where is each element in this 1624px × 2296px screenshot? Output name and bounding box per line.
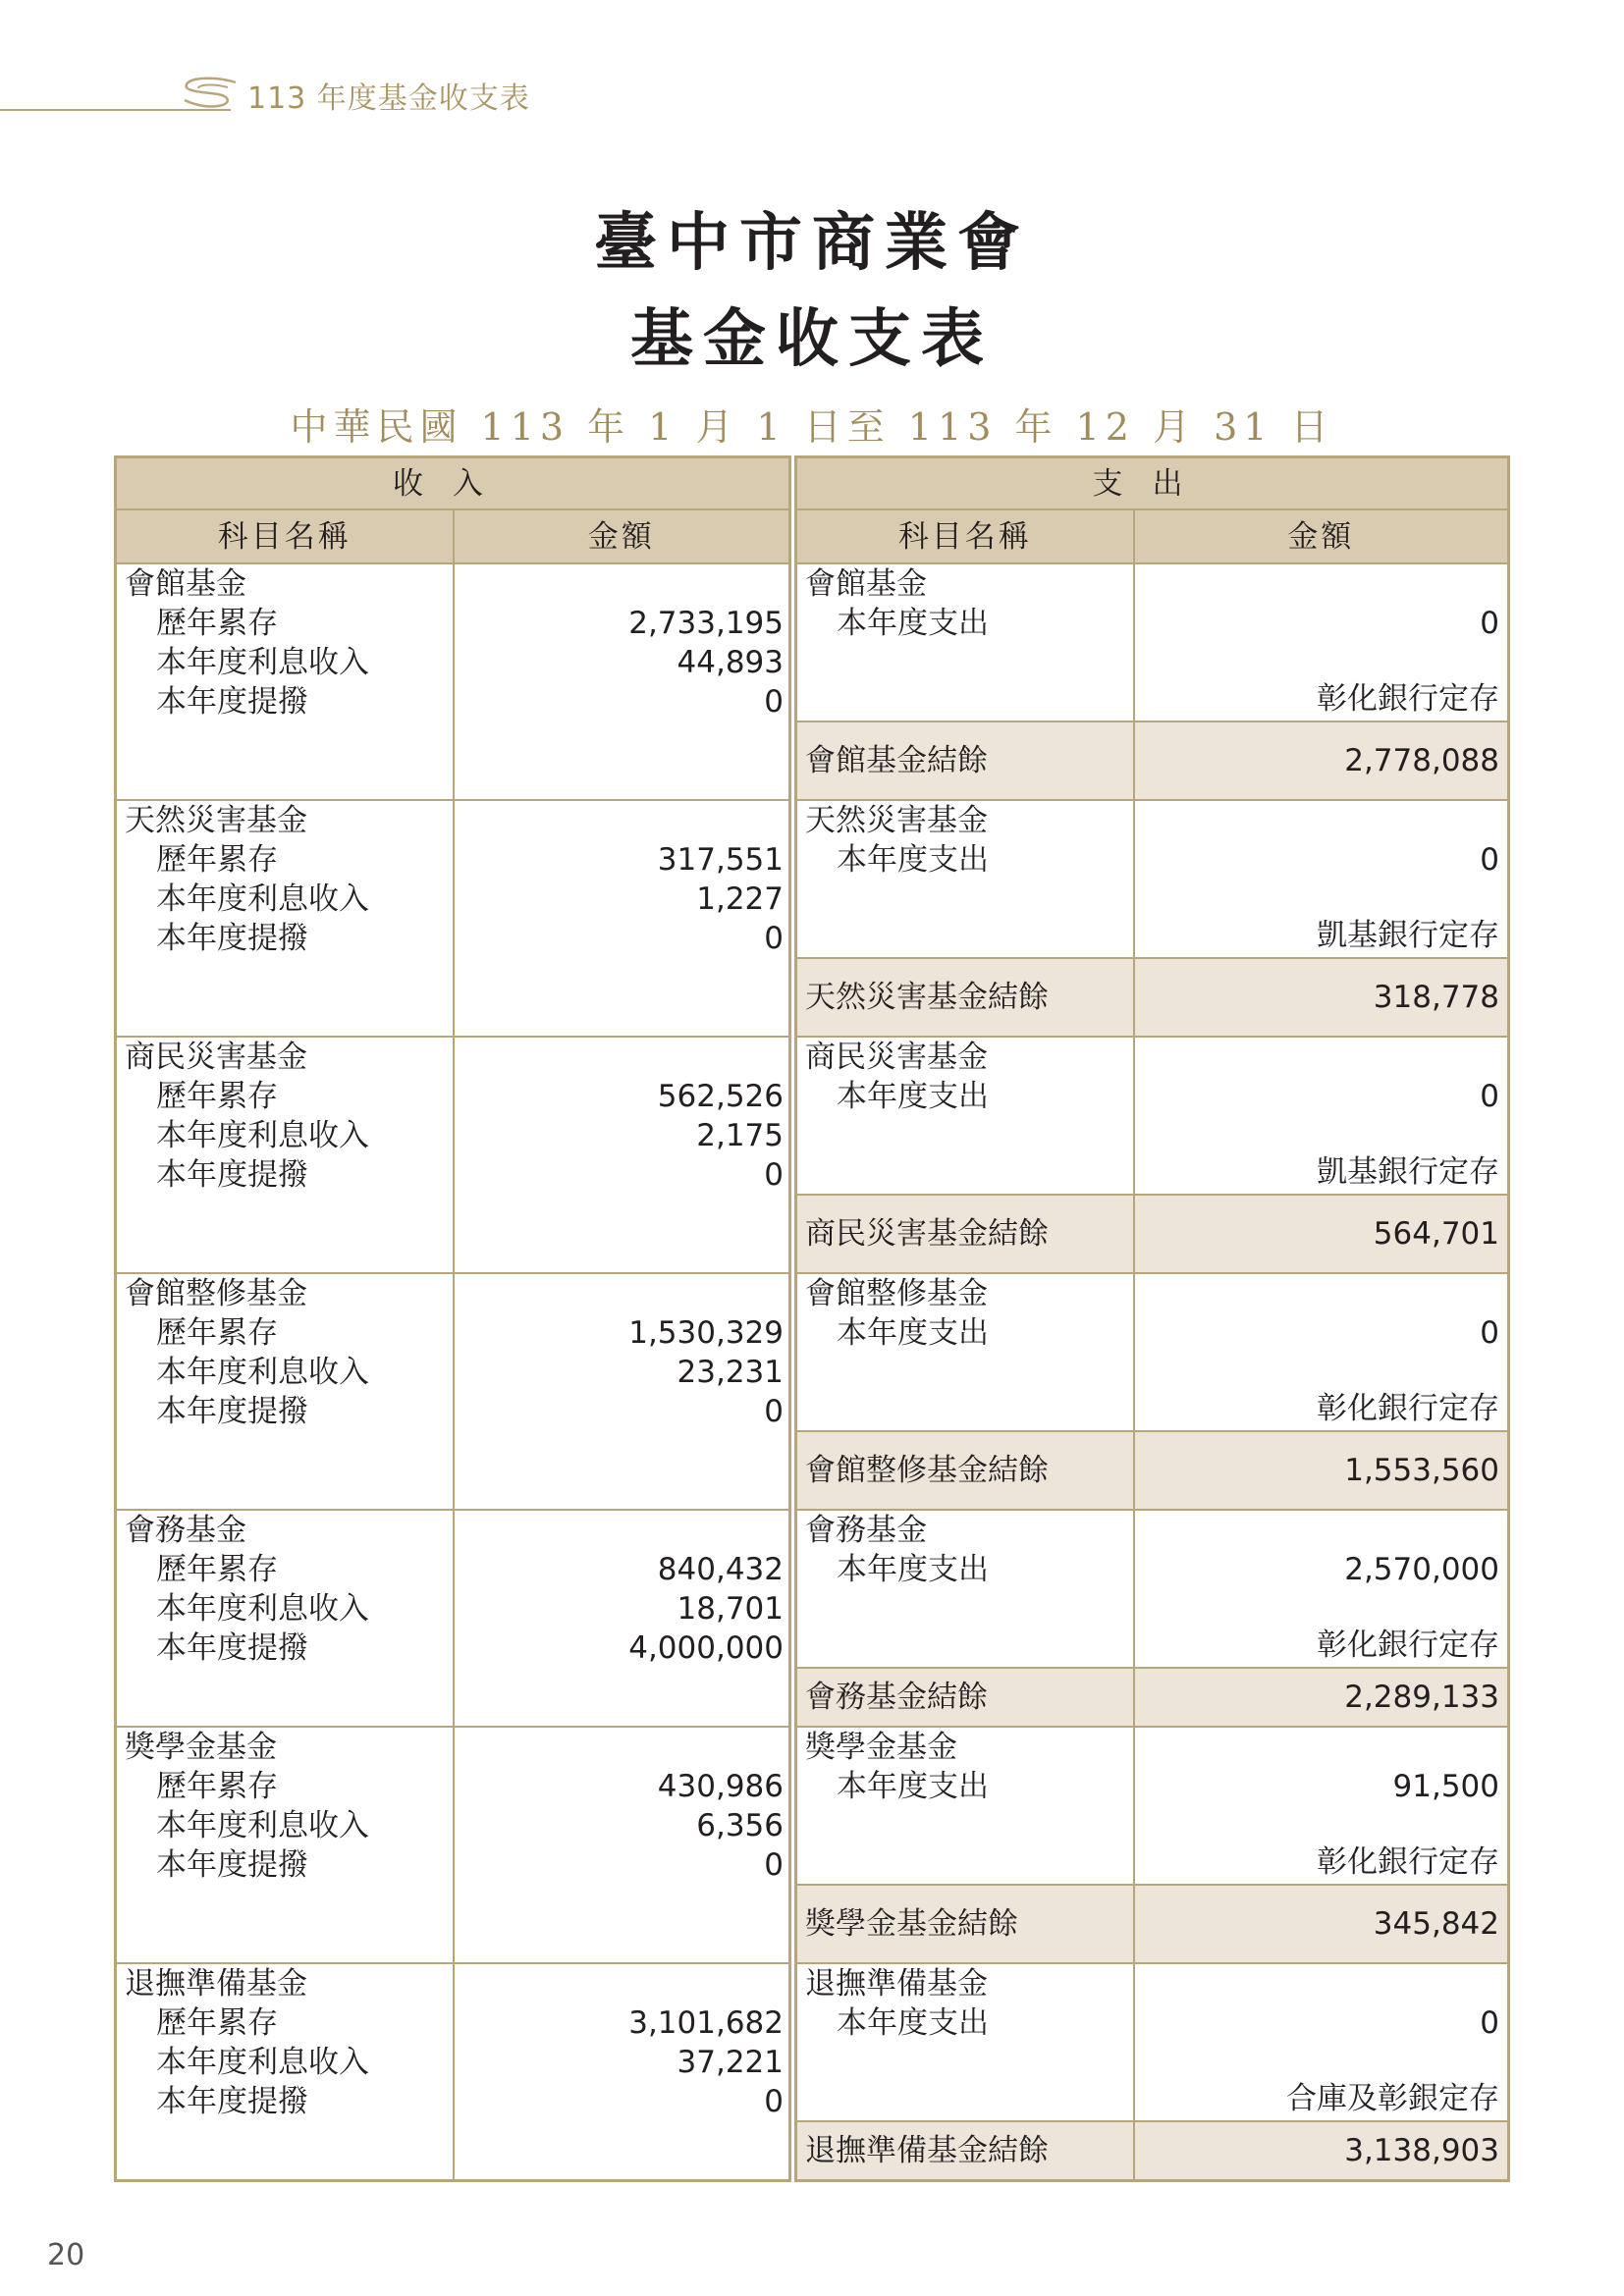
income-item-label: 本年度提撥 xyxy=(156,684,308,720)
bank-deposit-label: 彰化銀行定存 xyxy=(1317,1628,1499,1663)
balance-value: 1,553,560 xyxy=(1134,1431,1509,1510)
bank-deposit-label: 彰化銀行定存 xyxy=(1317,1391,1499,1426)
income-item-label: 本年度提撥 xyxy=(156,1157,308,1193)
balance-row xyxy=(796,1885,1509,1963)
income-item-label: 本年度利息收入 xyxy=(156,1118,369,1153)
income-fund-row xyxy=(116,1510,790,1727)
amount-spacer xyxy=(455,564,784,604)
expense-item-label: 本年度支出 xyxy=(837,1079,989,1114)
balance-label: 會館整修基金結餘 xyxy=(796,1431,1134,1510)
expense-item-label: 本年度支出 xyxy=(837,2005,989,2041)
balance-value: 564,701 xyxy=(1134,1195,1509,1273)
expense-fund-row xyxy=(796,800,1509,958)
amount-spacer xyxy=(455,1274,784,1313)
fund-name: 商民災害基金 xyxy=(805,1040,988,1075)
expense-item-value: 0 xyxy=(1480,842,1499,878)
income-item-label: 本年度利息收入 xyxy=(156,881,369,917)
bank-deposit-label: 彰化銀行定存 xyxy=(1317,681,1499,717)
income-fund-row xyxy=(116,1273,790,1510)
expense-item-value: 0 xyxy=(1480,2005,1499,2041)
income-item-label: 本年度利息收入 xyxy=(156,645,369,680)
report-title: 基金收支表 xyxy=(630,302,994,376)
expense-item-value: 91,500 xyxy=(1392,1769,1499,1804)
income-item-label: 歷年累存 xyxy=(156,1769,278,1804)
bank-deposit-label: 合庫及彰銀定存 xyxy=(1286,2081,1499,2116)
income-item-label: 本年度利息收入 xyxy=(156,2045,369,2080)
fund-name: 會館基金 xyxy=(805,566,927,602)
amount-spacer xyxy=(455,801,784,840)
bank-deposit-label: 彰化銀行定存 xyxy=(1317,1844,1499,1880)
expense-item-value: 0 xyxy=(1480,1315,1499,1351)
expense-fund-row xyxy=(796,1510,1509,1668)
income-item-label: 歷年累存 xyxy=(156,1315,278,1351)
income-item-value: 430,986 xyxy=(657,1769,784,1804)
income-item-label: 歷年累存 xyxy=(156,1552,278,1587)
income-item-label: 本年度提撥 xyxy=(156,1394,308,1429)
expense-fund-row xyxy=(796,1963,1509,2121)
expense-item-value: 0 xyxy=(1480,1079,1499,1114)
balance-value: 2,289,133 xyxy=(1134,1668,1509,1727)
income-item-label: 歷年累存 xyxy=(156,1079,278,1114)
income-table xyxy=(114,455,791,2182)
balance-label: 會務基金結餘 xyxy=(796,1668,1134,1727)
income-item-label: 本年度提撥 xyxy=(156,1847,308,1883)
income-item-value: 1,227 xyxy=(696,881,784,917)
fund-name: 天然災害基金 xyxy=(125,803,307,838)
fund-name: 商民災害基金 xyxy=(125,1040,307,1075)
income-item-value: 2,733,195 xyxy=(628,606,784,641)
income-item-label: 本年度提撥 xyxy=(156,2084,308,2119)
income-item-value: 0 xyxy=(764,921,784,956)
income-item-value: 562,526 xyxy=(657,1079,784,1114)
balance-label: 獎學金基金結餘 xyxy=(796,1885,1134,1963)
income-item-value: 37,221 xyxy=(677,2045,784,2080)
income-item-label: 本年度利息收入 xyxy=(156,1591,369,1627)
fund-name: 天然災害基金 xyxy=(805,803,988,838)
income-col-name-header: 科目名稱 xyxy=(116,509,454,563)
expense-fund-row xyxy=(796,1037,1509,1195)
fund-name: 會務基金 xyxy=(125,1513,246,1548)
income-item-value: 840,432 xyxy=(657,1552,784,1587)
income-fund-row xyxy=(116,1963,790,2180)
balance-row xyxy=(796,1195,1509,1273)
balance-value: 318,778 xyxy=(1134,958,1509,1037)
balance-row xyxy=(796,1668,1509,1727)
income-item-label: 本年度提撥 xyxy=(156,921,308,956)
fund-name: 獎學金基金 xyxy=(125,1730,277,1765)
expense-item-label: 本年度支出 xyxy=(837,1552,989,1587)
expense-item-label: 本年度支出 xyxy=(837,1315,989,1351)
income-item-value: 1,530,329 xyxy=(628,1315,784,1351)
balance-row xyxy=(796,958,1509,1037)
income-col-amount-header: 金額 xyxy=(454,509,790,563)
income-item-value: 2,175 xyxy=(696,1118,784,1153)
balance-row xyxy=(796,1431,1509,1510)
income-item-value: 4,000,000 xyxy=(628,1630,784,1666)
income-item-value: 3,101,682 xyxy=(628,2005,784,2041)
expense-item-label: 本年度支出 xyxy=(837,842,989,878)
fund-name: 會館整修基金 xyxy=(125,1276,307,1311)
expense-item-label: 本年度支出 xyxy=(837,1769,989,1804)
income-fund-row xyxy=(116,563,790,800)
income-item-label: 本年度利息收入 xyxy=(156,1355,369,1390)
fund-name: 獎學金基金 xyxy=(805,1730,957,1765)
balance-value: 3,138,903 xyxy=(1134,2121,1509,2180)
balance-label: 退撫準備基金結餘 xyxy=(796,2121,1134,2180)
fund-name: 退撫準備基金 xyxy=(125,1966,307,2002)
income-item-value: 18,701 xyxy=(677,1591,784,1627)
income-fund-row xyxy=(116,1727,790,1963)
expense-item-value: 0 xyxy=(1480,606,1499,641)
income-item-value: 0 xyxy=(764,1847,784,1883)
income-item-label: 歷年累存 xyxy=(156,842,278,878)
amount-spacer xyxy=(455,1038,784,1077)
amount-spacer xyxy=(455,1511,784,1550)
expense-col-amount-header: 金額 xyxy=(1134,509,1509,563)
fund-name: 會務基金 xyxy=(805,1513,927,1548)
income-fund-row xyxy=(116,1037,790,1273)
decorative-swirl-icon xyxy=(179,75,240,110)
expense-table xyxy=(794,455,1510,2182)
expense-col-name-header: 科目名稱 xyxy=(796,509,1134,563)
income-item-value: 0 xyxy=(764,684,784,720)
expense-fund-row xyxy=(796,1273,1509,1431)
org-title: 臺中市商業會 xyxy=(594,206,1030,280)
income-item-value: 6,356 xyxy=(696,1808,784,1843)
balance-value: 2,778,088 xyxy=(1134,721,1509,800)
expense-header: 支出 xyxy=(796,457,1509,510)
balance-label: 天然災害基金結餘 xyxy=(796,958,1134,1037)
balance-value: 345,842 xyxy=(1134,1885,1509,1963)
report-period: 中華民國 113 年 1 月 1 日至 113 年 12 月 31 日 xyxy=(290,405,1334,449)
fund-name: 退撫準備基金 xyxy=(805,1966,988,2002)
fund-name: 會館基金 xyxy=(125,566,246,602)
income-item-value: 23,231 xyxy=(677,1355,784,1390)
balance-row xyxy=(796,721,1509,800)
income-item-value: 44,893 xyxy=(677,645,784,680)
bank-deposit-label: 凱基銀行定存 xyxy=(1317,918,1499,953)
income-fund-row xyxy=(116,800,790,1037)
income-item-value: 0 xyxy=(764,1157,784,1193)
income-header: 收入 xyxy=(116,457,790,510)
running-title: 113 年度基金收支表 xyxy=(247,81,530,116)
income-item-value: 0 xyxy=(764,2084,784,2119)
balance-label: 會館基金結餘 xyxy=(796,721,1134,800)
fund-name: 會館整修基金 xyxy=(805,1276,988,1311)
expense-item-label: 本年度支出 xyxy=(837,606,989,641)
income-item-value: 317,551 xyxy=(657,842,784,878)
income-item-label: 歷年累存 xyxy=(156,606,278,641)
income-item-label: 本年度利息收入 xyxy=(156,1808,369,1843)
expense-fund-row xyxy=(796,563,1509,721)
balance-row xyxy=(796,2121,1509,2180)
expense-item-value: 2,570,000 xyxy=(1344,1552,1499,1587)
page-number: 20 xyxy=(47,2238,85,2272)
balance-label: 商民災害基金結餘 xyxy=(796,1195,1134,1273)
bank-deposit-label: 凱基銀行定存 xyxy=(1317,1154,1499,1190)
amount-spacer xyxy=(455,1728,784,1767)
income-item-label: 本年度提撥 xyxy=(156,1630,308,1666)
income-item-value: 0 xyxy=(764,1394,784,1429)
income-item-label: 歷年累存 xyxy=(156,2005,278,2041)
expense-fund-row xyxy=(796,1727,1509,1885)
amount-spacer xyxy=(455,1964,784,2003)
